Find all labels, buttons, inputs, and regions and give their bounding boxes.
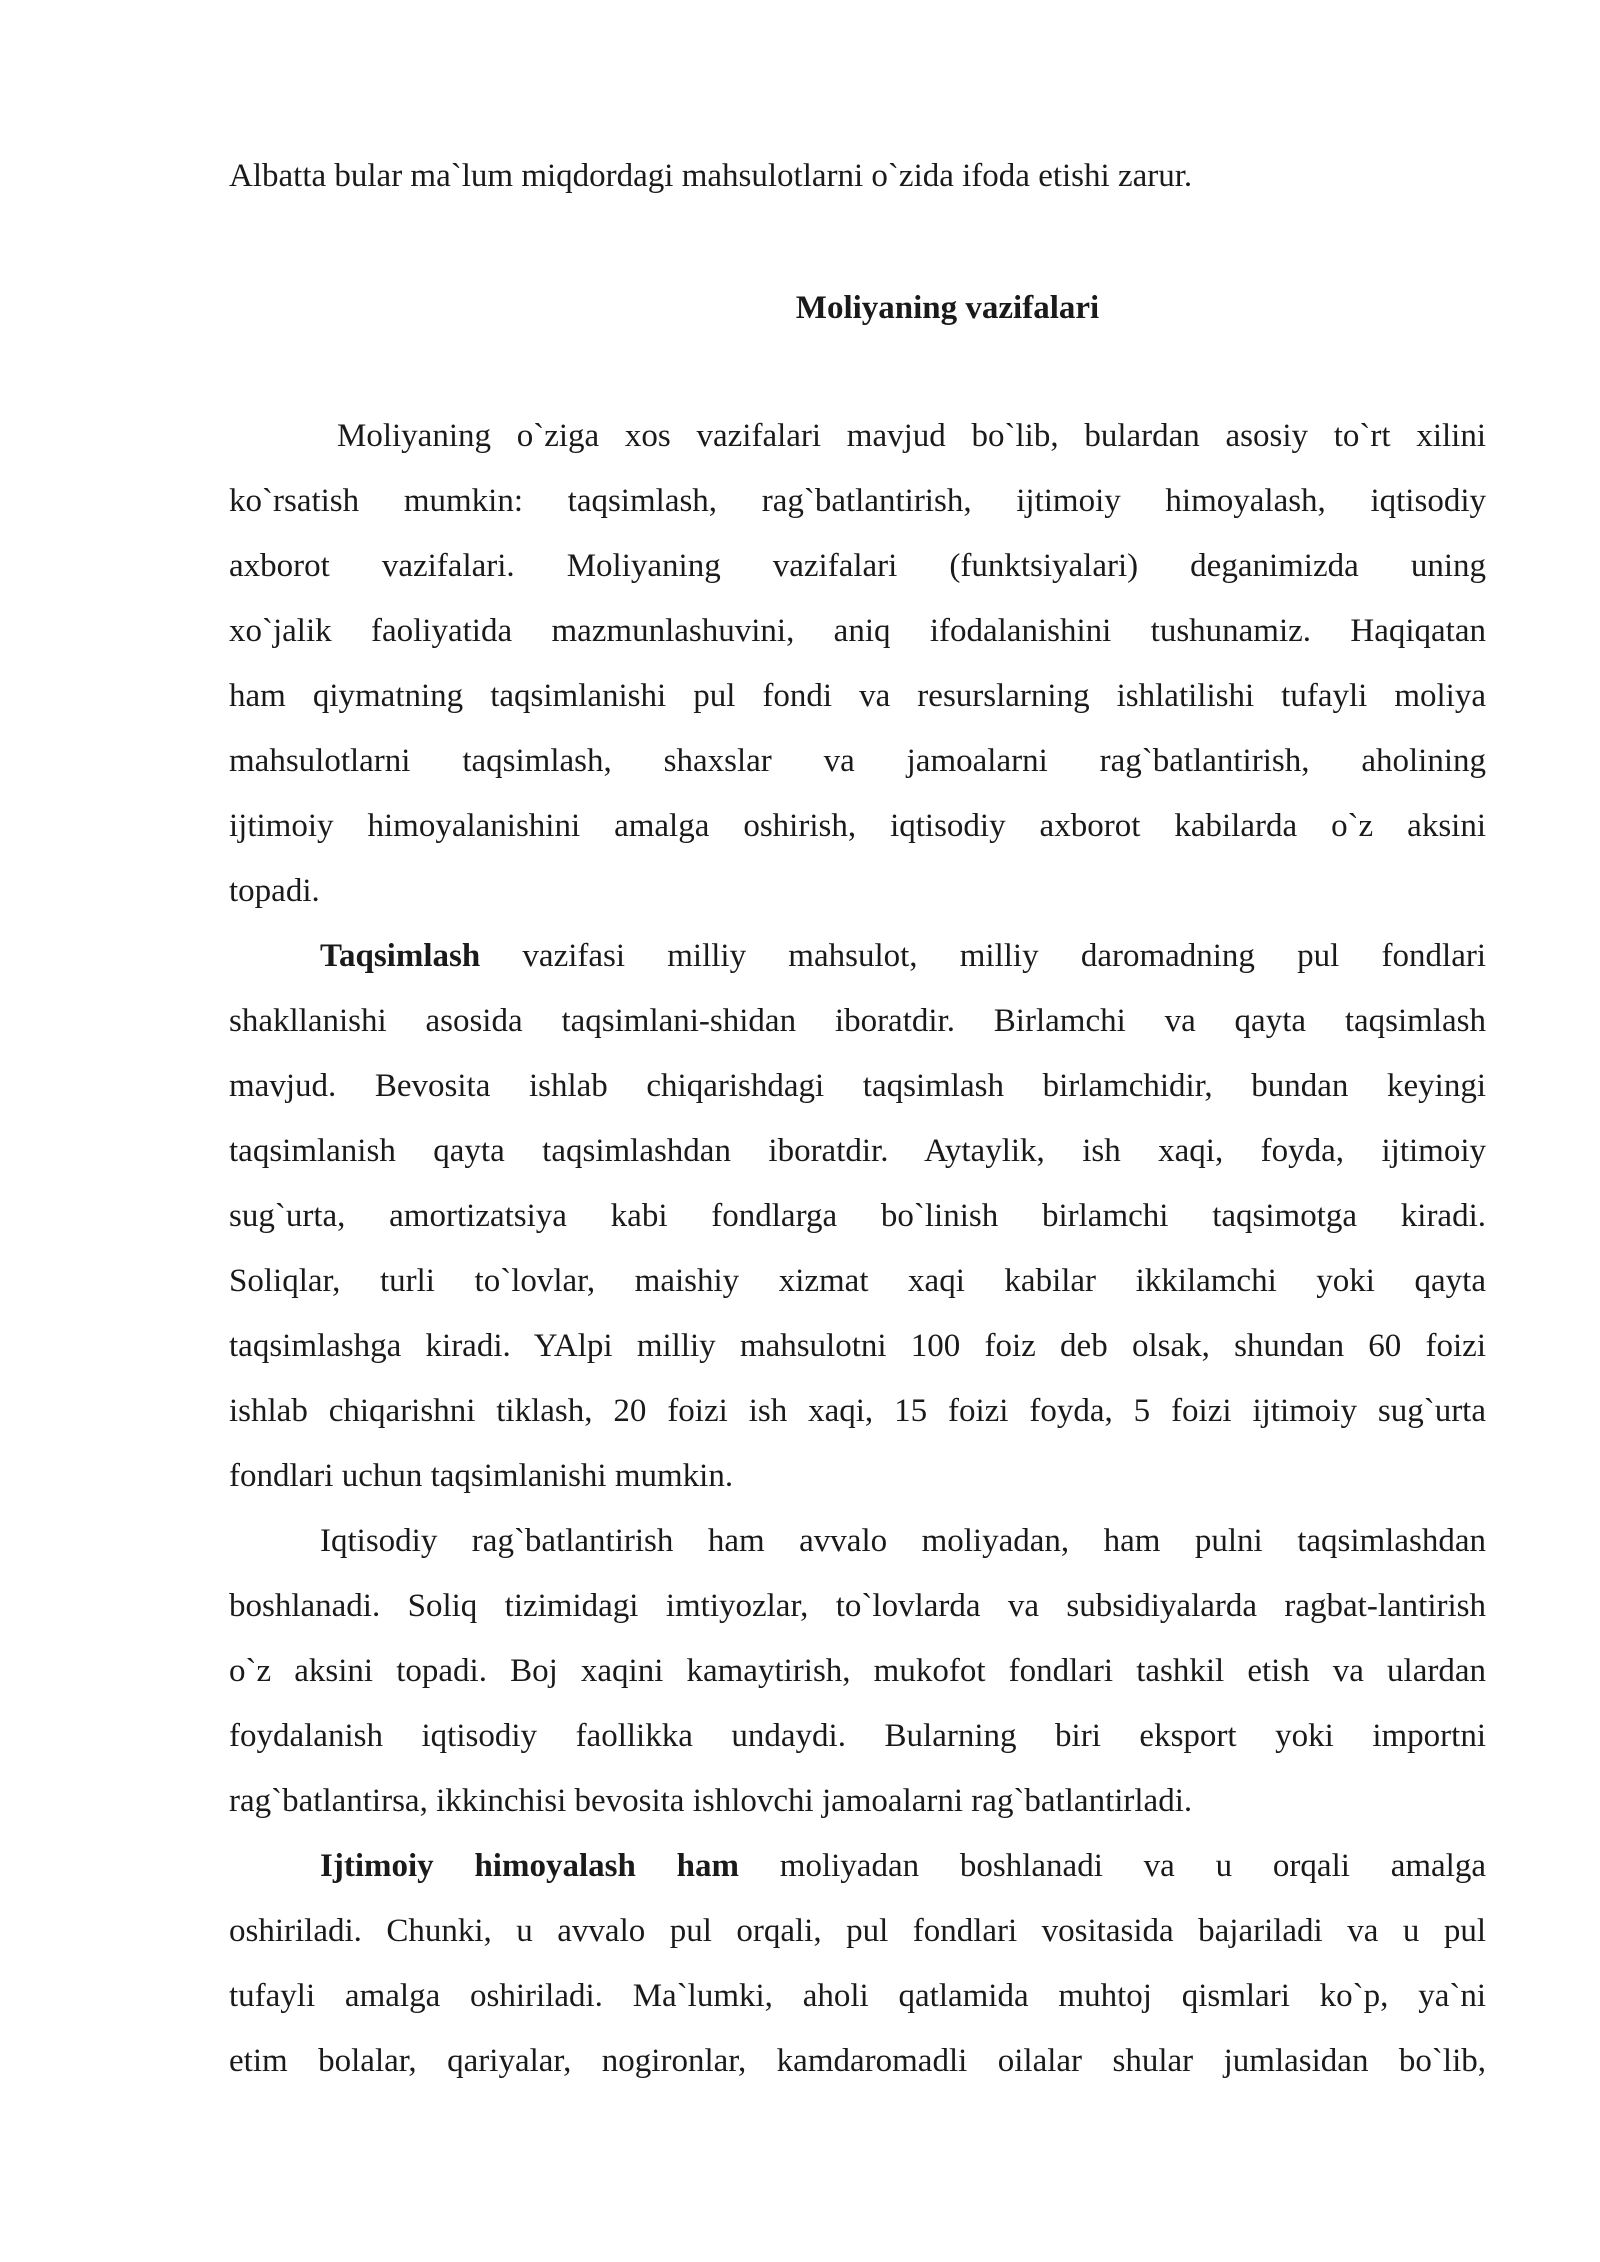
section-title: Moliyaning vazifalari [795, 290, 1100, 326]
paragraph-line: shakllanishi asosida taqsimlani-shidan iboratdir. Birlamchi va qayta taqsimlash [229, 1003, 1486, 1039]
paragraph-social-protection [229, 1834, 1486, 2094]
intro-line: Albatta bular ma`lum miqdordagi mahsulotlarni o`zida ifoda etishi zarur. [229, 158, 1193, 194]
paragraph-line: tufayli amalga oshiriladi. Ma`lumki, aholi qatlamida muhtoj qismlari ko`p, ya`ni [229, 1978, 1486, 2014]
first-line-text: moliyadan boshlanadi va u orqali amalga [738, 1848, 1486, 1884]
paragraph-line: o`z aksini topadi. Boj xaqini kamaytirish, mukofot fondlari tashkil etish va ulardan [229, 1653, 1486, 1689]
paragraph-line: fondlari uchun taqsimlanishi mumkin. [229, 1458, 734, 1494]
intro-paragraph [229, 144, 1486, 209]
first-line-text: vazifasi milliy mahsulot, milliy daromadning pul fondlari [480, 938, 1486, 974]
paragraph-line: taqsimlashga kiradi. YAlpi milliy mahsulotni 100 foiz deb olsak, shundan 60 foizi [229, 1328, 1486, 1364]
paragraph-line: topadi. [229, 873, 320, 909]
paragraph-line: foydalanish iqtisodiy faollikka undaydi. Bularning biri eksport yoki importni [229, 1718, 1486, 1754]
paragraph-line: Soliqlar, turli to`lovlar, maishiy xizmat xaqi kabilar ikkilamchi yoki qayta [229, 1263, 1486, 1299]
paragraph-first-line [229, 924, 1486, 989]
bold-term: Ijtimoiy himoyalash ham [320, 1848, 739, 1884]
paragraph-distribution [229, 924, 1486, 1509]
paragraph-line: rag`batlantirsa, ikkinchisi bevosita ishlovchi jamoalarni rag`batlantirladi. [229, 1783, 1193, 1819]
paragraph-line: ko`rsatish mumkin: taqsimlash, rag`batlantirish, ijtimoiy himoyalash, iqtisodiy [229, 483, 1486, 519]
paragraph-line: oshiriladi. Chunki, u avvalo pul orqali, pul fondlari vositasida bajariladi va u pul [229, 1913, 1486, 1949]
paragraph-stimulation [229, 1509, 1486, 1834]
paragraph-line: ham qiymatning taqsimlanishi pul fondi va resurslarning ishlatilishi tufayli moliya [229, 678, 1486, 714]
paragraph-functions-overview [229, 404, 1486, 924]
paragraph-line: Moliyaning o`ziga xos vazifalari mavjud bo`lib, bulardan asosiy to`rt xilini [337, 418, 1486, 454]
paragraph-line: sug`urta, amortizatsiya kabi fondlarga bo`linish birlamchi taqsimotga kiradi. [229, 1198, 1486, 1234]
paragraph-line: mavjud. Bevosita ishlab chiqarishdagi taqsimlash birlamchidir, bundan keyingi [229, 1068, 1486, 1104]
paragraph-line: ishlab chiqarishni tiklash, 20 foizi ish xaqi, 15 foizi foyda, 5 foizi ijtimoiy sug`urta [229, 1393, 1486, 1429]
paragraph-line: ijtimoiy himoyalanishini amalga oshirish, iqtisodiy axborot kabilarda o`z aksini [229, 808, 1486, 844]
paragraph-line: xo`jalik faoliyatida mazmunlashuvini, aniq ifodalanishini tushunamiz. Haqiqatan [229, 613, 1486, 649]
paragraph-line: taqsimlanish qayta taqsimlashdan iboratdir. Aytaylik, ish xaqi, foyda, ijtimoiy [229, 1133, 1486, 1169]
paragraph-first-line [229, 1834, 1486, 1899]
paragraph-line: axborot vazifalari. Moliyaning vazifalari (funktsiyalari) deganimizda uning [229, 548, 1486, 584]
paragraph-line: Iqtisodiy rag`batlantirish ham avvalo moliyadan, ham pulni taqsimlashdan [320, 1523, 1486, 1559]
paragraph-line: etim bolalar, qariyalar, nogironlar, kamdaromadli oilalar shular jumlasidan bo`lib, [229, 2043, 1486, 2079]
paragraph-line: mahsulotlarni taqsimlash, shaxslar va jamoalarni rag`batlantirish, aholining [229, 743, 1486, 779]
bold-term: Taqsimlash [320, 938, 481, 974]
paragraph-line: boshlanadi. Soliq tizimidagi imtiyozlar, to`lovlarda va subsidiyalarda ragbat-lantirish [229, 1588, 1486, 1624]
